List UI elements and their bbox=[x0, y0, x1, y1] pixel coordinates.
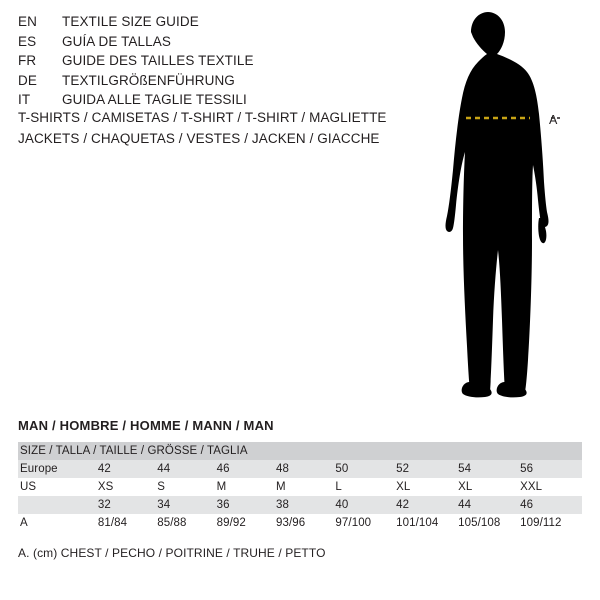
table-row bbox=[18, 478, 582, 496]
language-row bbox=[18, 14, 398, 34]
table-cell: 109/112 bbox=[520, 514, 582, 532]
language-title: TEXTILGRÖßENFÜHRUNG bbox=[62, 72, 235, 88]
measure-label-a: A bbox=[549, 113, 558, 127]
garment-category-jackets: JACKETS / CHAQUETAS / VESTES / JACKEN / GIACCHE bbox=[18, 131, 380, 146]
table-cell: M bbox=[276, 478, 335, 496]
table-cell: 38 bbox=[276, 496, 335, 514]
language-code: ES bbox=[18, 33, 37, 49]
language-list bbox=[18, 14, 398, 112]
language-title: GUÍA DE TALLAS bbox=[62, 33, 171, 49]
language-row bbox=[18, 73, 398, 93]
table-cell: 42 bbox=[98, 460, 157, 478]
table-cell: 44 bbox=[157, 460, 216, 478]
male-silhouette-icon bbox=[408, 10, 593, 410]
language-row bbox=[18, 53, 398, 73]
table-cell: 46 bbox=[217, 460, 276, 478]
language-code: DE bbox=[18, 72, 37, 88]
language-title: GUIDE DES TAILLES TEXTILE bbox=[62, 53, 254, 68]
table-cell: XL bbox=[396, 478, 458, 496]
table-header-row bbox=[18, 442, 582, 460]
measurement-footnote: A. (cm) CHEST / PECHO / POITRINE / TRUHE / PETTO bbox=[18, 546, 326, 560]
table-cell: 81/84 bbox=[98, 514, 157, 532]
table-cell: 50 bbox=[335, 460, 396, 478]
table-cell: 46 bbox=[520, 496, 582, 514]
table-cell: XS bbox=[98, 478, 157, 496]
table-cell: M bbox=[217, 478, 276, 496]
table-cell: 44 bbox=[458, 496, 520, 514]
row-label-us: US bbox=[18, 478, 98, 496]
row-label-europe: Europe bbox=[18, 460, 98, 478]
table-cell: 105/108 bbox=[458, 514, 520, 532]
row-label-empty bbox=[18, 496, 98, 514]
table-row bbox=[18, 514, 582, 532]
language-title: GUIDA ALLE TAGLIE TESSILI bbox=[62, 92, 247, 107]
table-cell: 56 bbox=[520, 460, 582, 478]
language-code: FR bbox=[18, 53, 37, 68]
gender-heading: MAN / HOMBRE / HOMME / MANN / MAN bbox=[18, 418, 274, 433]
table-cell: 93/96 bbox=[276, 514, 335, 532]
table-cell: 40 bbox=[335, 496, 396, 514]
garment-category-list bbox=[18, 110, 438, 152]
language-code: EN bbox=[18, 14, 37, 29]
table-header-label: SIZE / TALLA / TAILLE / GRÖSSE / TAGLIA bbox=[18, 442, 582, 460]
language-title: TEXTILE SIZE GUIDE bbox=[62, 14, 199, 29]
language-code: IT bbox=[18, 92, 31, 107]
table-cell: XXL bbox=[520, 478, 582, 496]
table-cell: 32 bbox=[98, 496, 157, 514]
table-cell: 54 bbox=[458, 460, 520, 478]
body-silhouette-figure bbox=[408, 10, 593, 410]
table-cell: 42 bbox=[396, 496, 458, 514]
row-label-a: A bbox=[18, 514, 98, 532]
table-cell: 89/92 bbox=[217, 514, 276, 532]
language-row bbox=[18, 34, 398, 54]
table-cell: 85/88 bbox=[157, 514, 216, 532]
table-cell: 36 bbox=[217, 496, 276, 514]
size-table bbox=[18, 442, 582, 532]
table-cell: 52 bbox=[396, 460, 458, 478]
table-cell: 97/100 bbox=[335, 514, 396, 532]
table-cell: 48 bbox=[276, 460, 335, 478]
table-cell: 34 bbox=[157, 496, 216, 514]
table-cell: 101/104 bbox=[396, 514, 458, 532]
table-row bbox=[18, 496, 582, 514]
table-cell: S bbox=[157, 478, 216, 496]
language-row bbox=[18, 92, 398, 112]
table-row bbox=[18, 460, 582, 478]
table-cell: L bbox=[335, 478, 396, 496]
table-cell: XL bbox=[458, 478, 520, 496]
garment-category-tshirts: T-SHIRTS / CAMISETAS / T-SHIRT / T-SHIRT / MAGLIETTE bbox=[18, 110, 387, 125]
